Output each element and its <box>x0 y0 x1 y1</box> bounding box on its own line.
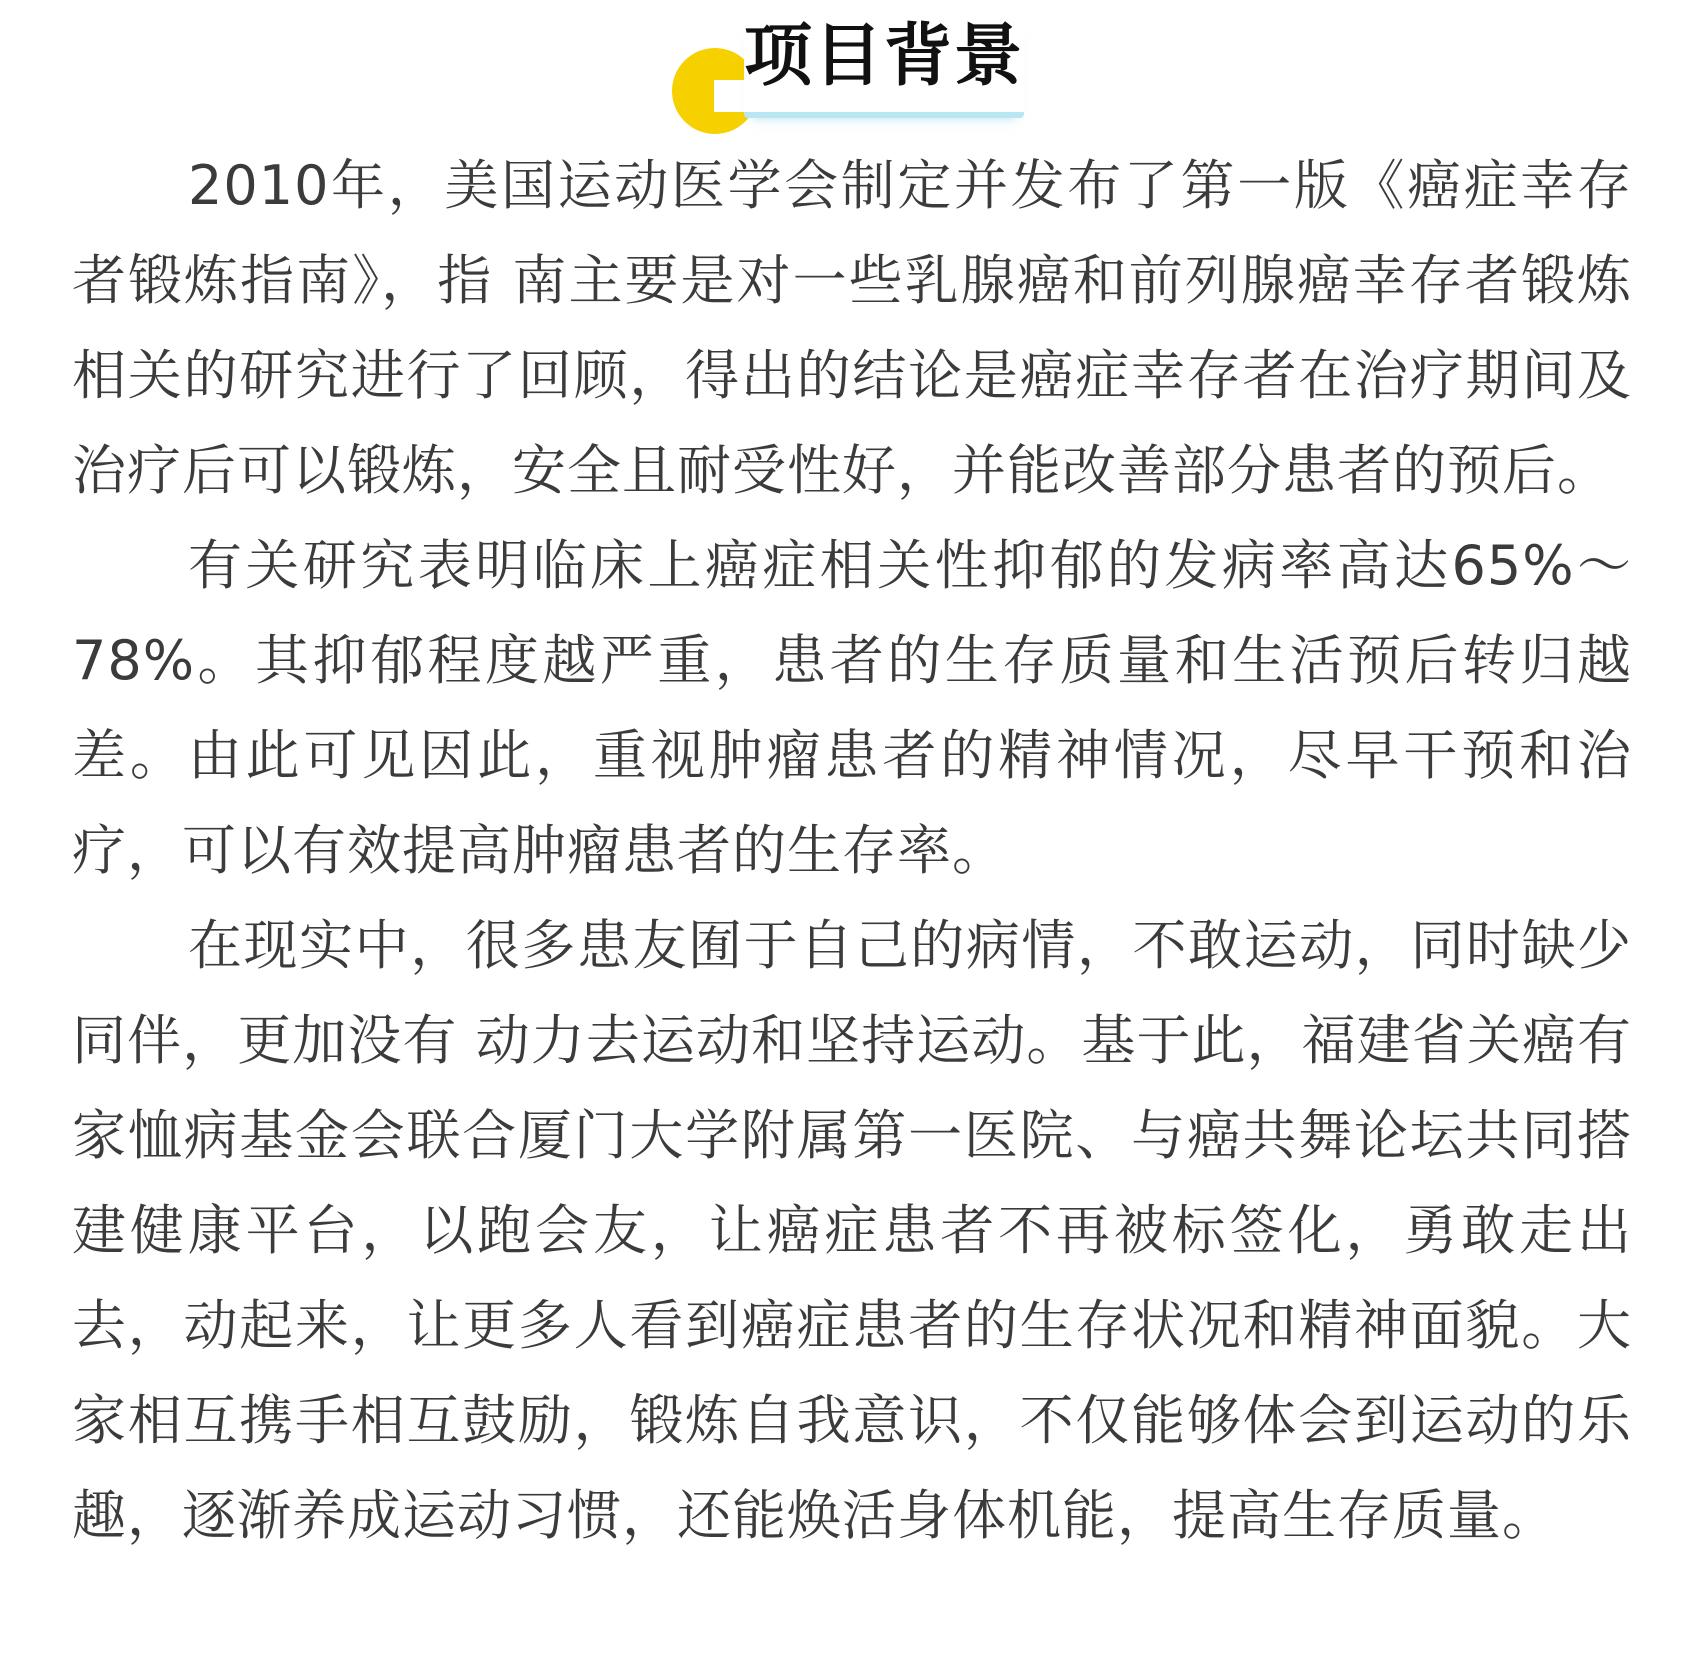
paragraph-3: 在现实中，很多患友囿于自己的病情，不敢运动，同时缺少同伴，更加没有 动力去运动和坚持运动。基于此，福建省关癌有家恤病基金会联合厦门大学附属第一医院、与癌共舞论坛共同搭建健康平台，以跑会友，让癌症患者不再被标签化，勇敢走出去，动起来，让更多人看到癌症患者的生存状况和精神面貌。大家相互携手相互鼓励，锻炼自我意识，不仅能够体会到运动的乐趣，逐渐养成运动习惯，还能焕活身体机能，提高生存质量。 <box>72 914 1632 1547</box>
page-title: 项目背景 <box>744 17 1025 96</box>
paragraph-2: 有关研究表明临床上癌症相关性抑郁的发病率高达65%～78%。其抑郁程度越严重，患者的生存质量和生活预后转归越差。由此可见因此，重视肿瘤患者的精神情况，尽早干预和治疗，可以有效提高肿瘤患者的生存率。 <box>72 534 1632 882</box>
paragraph-1: 2010年，美国运动医学会制定并发布了第一版《癌症幸存者锻炼指南》，指 南主要是对一些乳腺癌和前列腺癌幸存者锻炼相关的研究进行了回顾，得出的结论是癌症幸存者在治疗期间及治疗后可以锻炼，安全且耐受性好，并能改善部分患者的预后。 <box>72 154 1632 502</box>
article-body <box>72 138 1632 1563</box>
